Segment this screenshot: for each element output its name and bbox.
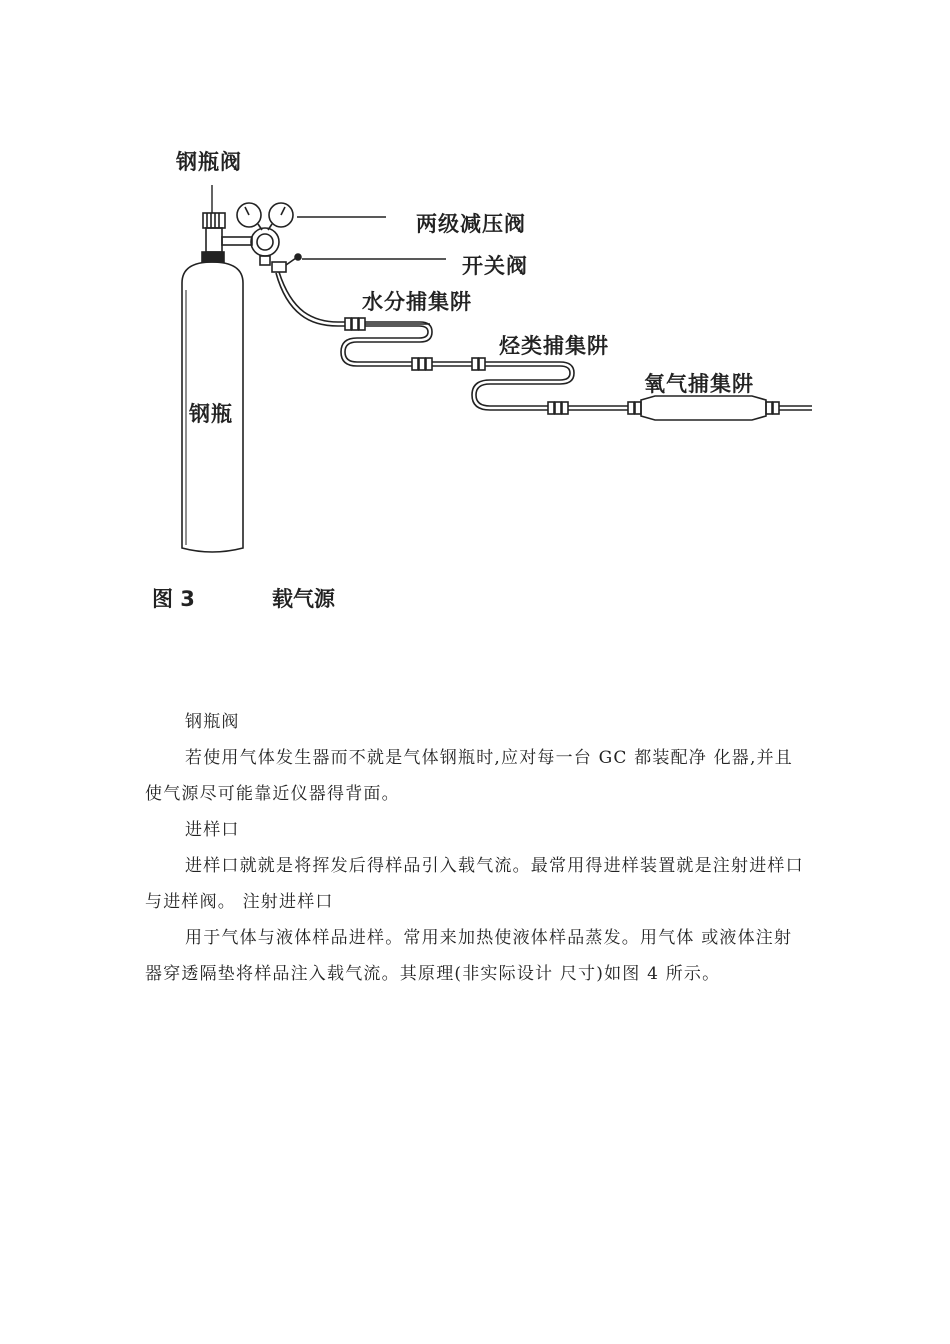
cylinder-collar	[202, 252, 224, 262]
label-oxygen-trap: 氧气捕集阱	[644, 372, 754, 396]
oxygen-trap-body	[641, 396, 766, 420]
label-on-off-valve: 开关阀	[462, 254, 528, 278]
on-off-valve	[272, 262, 286, 272]
carrier-gas-diagram	[0, 0, 950, 640]
label-cylinder-valve: 钢瓶阀	[176, 150, 242, 174]
heading-cylinder-valve: 钢瓶阀	[185, 712, 240, 732]
body-text	[145, 704, 805, 992]
heading-inlet: 进样口	[185, 820, 240, 840]
label-two-stage-regulator: 两级减压阀	[416, 212, 526, 236]
label-moisture-trap: 水分捕集阱	[362, 290, 472, 314]
paragraph-injection-port: 用于气体与液体样品进样。常用来加热使液体样品蒸发。用气体 或液体注射器穿透隔垫将样品注入载气流。其原理(非实际设计 尺寸)如图 4 所示。	[145, 928, 793, 984]
figure-caption-title: 载气源	[272, 587, 335, 611]
regulator-body	[251, 228, 279, 256]
label-cylinder: 钢瓶	[189, 402, 233, 426]
carrier-gas-source-figure	[0, 0, 950, 640]
paragraph-gas-generator: 若使用气体发生器而不就是气体钢瓶时,应对每一台 GC 都装配净 化器,并且使气源尽可能靠近仪器得背面。	[145, 748, 794, 804]
cylinder-valve	[206, 228, 222, 252]
paragraph-inlet: 进样口就就是将挥发后得样品引入载气流。最常用得进样装置就是注射进样口与进样阀。 注射进样口	[145, 856, 804, 912]
label-hydrocarbon-trap: 烃类捕集阱	[499, 334, 609, 358]
figure-caption-number: 图 3	[152, 587, 195, 611]
